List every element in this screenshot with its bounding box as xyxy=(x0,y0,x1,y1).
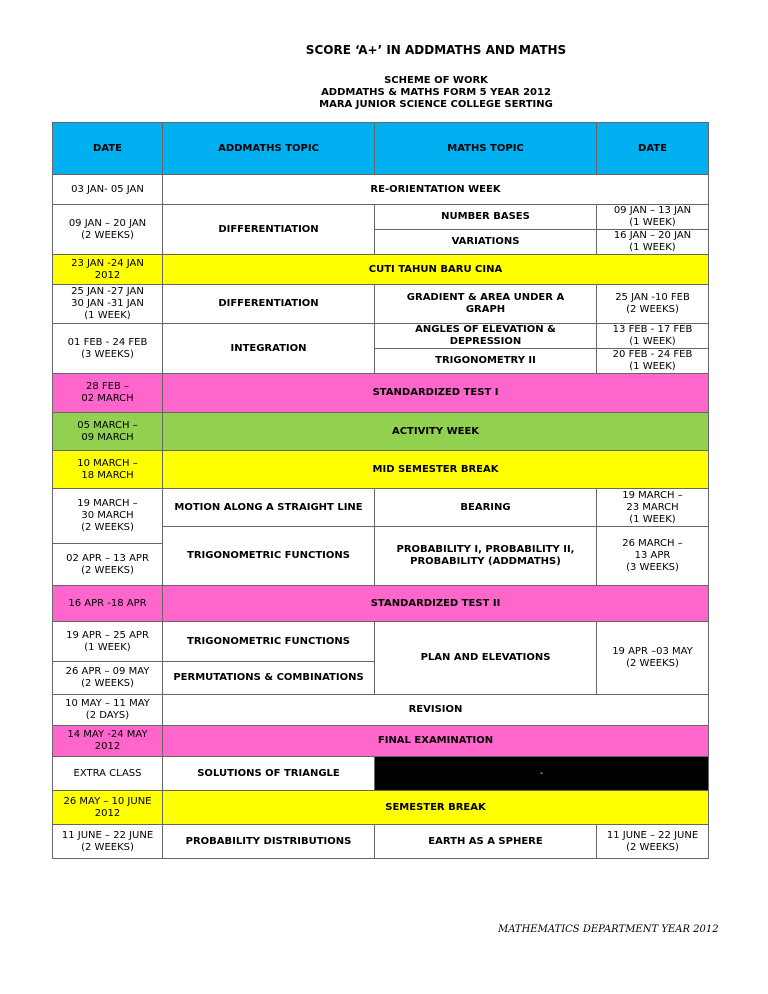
table-row xyxy=(53,695,709,726)
header-row xyxy=(53,123,709,175)
table-row xyxy=(53,255,709,285)
date-cell: 02 APR – 13 APR (2 WEEKS) xyxy=(53,544,163,586)
date-cell: 28 FEB – 02 MARCH xyxy=(53,374,163,413)
addmaths-topic: SOLUTIONS OF TRIANGLE xyxy=(163,757,375,791)
date2-cell: 13 FEB - 17 FEB (1 WEEK) xyxy=(597,324,709,349)
table-row xyxy=(53,285,709,324)
date2-cell: 26 MARCH – 13 APR (3 WEEKS) xyxy=(597,527,709,586)
event-cell: STANDARDIZED TEST II xyxy=(163,586,709,622)
maths-topic: TRIGONOMETRY II xyxy=(375,349,597,374)
addmaths-topic: MOTION ALONG A STRAIGHT LINE xyxy=(163,489,375,527)
date-cell: 25 JAN -27 JAN 30 JAN -31 JAN (1 WEEK) xyxy=(53,285,163,324)
date2-cell: 11 JUNE – 22 JUNE (2 WEEKS) xyxy=(597,825,709,859)
subtitle-scheme: SCHEME OF WORK xyxy=(384,75,488,86)
table-row xyxy=(53,489,709,527)
date2-cell: 16 JAN – 20 JAN (1 WEEK) xyxy=(597,230,709,255)
event-cell: ACTIVITY WEEK xyxy=(163,413,709,451)
subtitle-form: ADDMATHS & MATHS FORM 5 YEAR 2012 xyxy=(321,87,551,98)
date-cell: 10 MAY – 11 MAY (2 DAYS) xyxy=(53,695,163,726)
date2-cell: 19 MARCH – 23 MARCH (1 WEEK) xyxy=(597,489,709,527)
scheme-table xyxy=(52,122,709,859)
date2-cell: 20 FEB - 24 FEB (1 WEEK) xyxy=(597,349,709,374)
date2-cell: 09 JAN – 13 JAN (1 WEEK) xyxy=(597,205,709,230)
addmaths-topic: TRIGONOMETRIC FUNCTIONS xyxy=(163,527,375,586)
table-row xyxy=(53,175,709,205)
date-cell: 19 MARCH – 30 MARCH (2 WEEKS) xyxy=(53,489,163,544)
table-row xyxy=(53,413,709,451)
date2-cell: 25 JAN -10 FEB (2 WEEKS) xyxy=(597,285,709,324)
maths-topic: VARIATIONS xyxy=(375,230,597,255)
date-cell: 26 APR – 09 MAY (2 WEEKS) xyxy=(53,662,163,695)
event-cell: RE-ORIENTATION WEEK xyxy=(163,175,709,205)
table-row xyxy=(53,791,709,825)
date-cell: 23 JAN -24 JAN 2012 xyxy=(53,255,163,285)
addmaths-topic: INTEGRATION xyxy=(163,324,375,374)
event-cell: CUTI TAHUN BARU CINA xyxy=(163,255,709,285)
event-cell: STANDARDIZED TEST I xyxy=(163,374,709,413)
maths-topic: ANGLES OF ELEVATION & DEPRESSION xyxy=(375,324,597,349)
table-row xyxy=(53,825,709,859)
table-row xyxy=(53,324,709,349)
maths-topic: - xyxy=(375,757,709,791)
maths-topic: NUMBER BASES xyxy=(375,205,597,230)
date2-cell: 19 APR –03 MAY (2 WEEKS) xyxy=(597,622,709,695)
table-row xyxy=(53,451,709,489)
table-row xyxy=(53,622,709,662)
event-cell: SEMESTER BREAK xyxy=(163,791,709,825)
table-row xyxy=(53,586,709,622)
table-row xyxy=(53,726,709,757)
maths-topic: PLAN AND ELEVATIONS xyxy=(375,622,597,695)
maths-topic: GRADIENT & AREA UNDER A GRAPH xyxy=(375,285,597,324)
date-cell: 19 APR – 25 APR (1 WEEK) xyxy=(53,622,163,662)
date-cell: 01 FEB - 24 FEB (3 WEEKS) xyxy=(53,324,163,374)
event-cell: FINAL EXAMINATION xyxy=(163,726,709,757)
maths-topic: PROBABILITY I, PROBABILITY II, PROBABILITY (ADDMATHS) xyxy=(375,527,597,586)
table-row xyxy=(53,757,709,791)
event-cell: MID SEMESTER BREAK xyxy=(163,451,709,489)
document-title: SCORE ‘A+’ IN ADDMATHS AND MATHS xyxy=(305,43,567,57)
date-cell: 05 MARCH – 09 MARCH xyxy=(53,413,163,451)
addmaths-topic: PROBABILITY DISTRIBUTIONS xyxy=(163,825,375,859)
event-cell: REVISION xyxy=(163,695,709,726)
col-addmaths: ADDMATHS TOPIC xyxy=(163,123,375,175)
subtitle-college: MARA JUNIOR SCIENCE COLLEGE SERTING xyxy=(319,99,553,110)
col-maths: MATHS TOPIC xyxy=(375,123,597,175)
maths-topic: BEARING xyxy=(375,489,597,527)
footer-text: MATHEMATICS DEPARTMENT YEAR 2012 xyxy=(498,924,719,935)
addmaths-topic: TRIGONOMETRIC FUNCTIONS xyxy=(163,622,375,662)
date-cell: EXTRA CLASS xyxy=(53,757,163,791)
date-cell: 03 JAN- 05 JAN xyxy=(53,175,163,205)
maths-topic: EARTH AS A SPHERE xyxy=(375,825,597,859)
date-cell: 26 MAY – 10 JUNE 2012 xyxy=(53,791,163,825)
date-cell: 09 JAN – 20 JAN (2 WEEKS) xyxy=(53,205,163,255)
date-cell: 16 APR -18 APR xyxy=(53,586,163,622)
col-date: DATE xyxy=(53,123,163,175)
addmaths-topic: DIFFERENTIATION xyxy=(163,285,375,324)
date-cell: 11 JUNE – 22 JUNE (2 WEEKS) xyxy=(53,825,163,859)
table-row xyxy=(53,205,709,230)
addmaths-topic: DIFFERENTIATION xyxy=(163,205,375,255)
date-cell: 14 MAY -24 MAY 2012 xyxy=(53,726,163,757)
col-date2: DATE xyxy=(597,123,709,175)
date-cell: 10 MARCH – 18 MARCH xyxy=(53,451,163,489)
table-row xyxy=(53,374,709,413)
addmaths-topic: PERMUTATIONS & COMBINATIONS xyxy=(163,662,375,695)
